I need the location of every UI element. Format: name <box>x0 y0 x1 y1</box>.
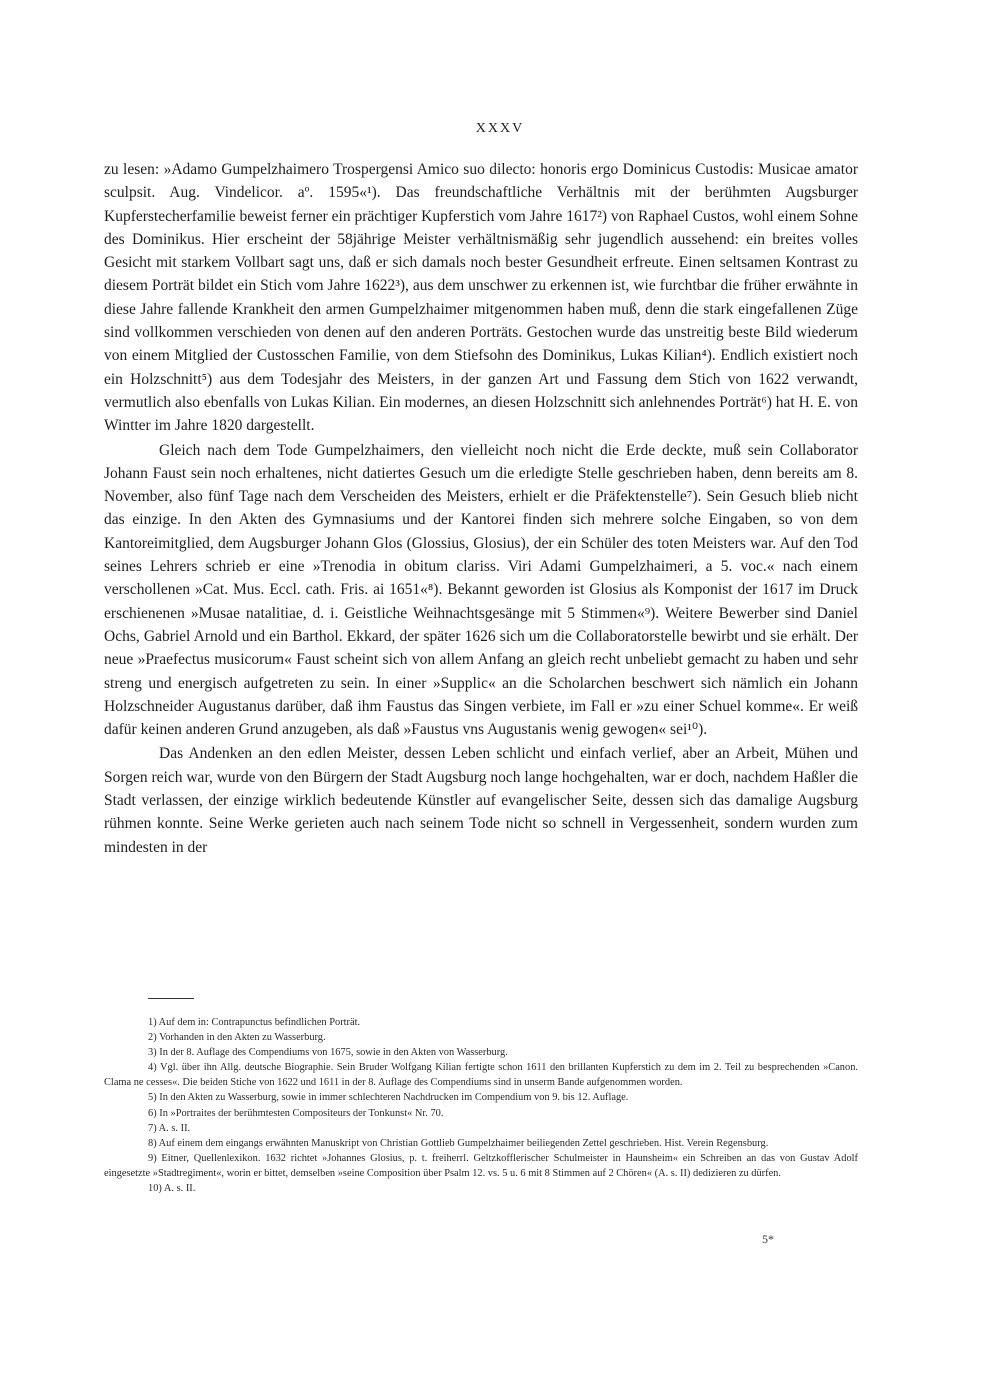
footnote: 7) A. s. II. <box>148 1122 191 1134</box>
signature-mark: 5* <box>762 1232 774 1246</box>
footnote: 8) Auf einem dem eingangs erwähnten Manuskript von Christian Gottlieb Gumpelzhaimer beiliegenden Zettel geschrieben. Hist. Verein Regensburg. <box>148 1137 769 1149</box>
footnote-separator <box>148 998 194 999</box>
footnote: 6) In »Portraites der berühmtesten Compositeurs der Tonkunst« Nr. 70. <box>148 1107 444 1119</box>
paragraph: Gleich nach dem Tode Gumpelzhaimers, den vielleicht noch nicht die Erde deckte, muß sein Collaborator Johann Faust sein noch erhaltenes, nicht datiertes Gesuch um die erledigte Stelle geschrieben haben, denn bereits am 8. November, also fünf Tage nach dem Verscheiden des Meisters, erhielt er die Präfektenstelle⁷). Sein Gesuch blieb nicht das einzige. In den Akten des Gymnasiums und der Kantorei finden sich mehrere solche Eingaben, so von dem Kantoreimitglied, dem Augsburger Johann Glos (Glossius, Glosius), der ein Schüler des toten Meisters war. Auf den Tod seines Lehrers schrieb er eine »Trenodia in obitum clariss. Viri Adami Gumpelzhaimeri, a 5. voc.« nach einem verschollenen »Cat. Mus. Eccl. cath. Fris. ai 1651«⁸). Bekannt geworden ist Glosius als Komponist der 1617 im Druck erschienenen »Musae natalitiae, d. i. Geistliche Weihnachtsgesänge mit 5 Stimmen«⁹). Weitere Bewerber sind Daniel Ochs, Gabriel Arnold und ein Barthol. Ekkard, der später 1626 sich um die Collaboratorstelle bewirbt und sie erhält. Der neue »Praefectus musicorum« Faust scheint sich von allem Anfang an gleich recht unbeliebt gemacht zu haben und sehr streng und energisch aufgetreten zu sein. In einer »Supplic« an die Scholarchen beschwert sich nämlich ein Johann Holzschneider Augustanus darüber, daß ihm Faustus das Singen verbiete, im Fall er »zu einer Schuel komme«. Er weiß dafür keinen anderen Grund anzugeben, als daß »Faustus vns Augustanis wenig gewogen« sei¹⁰). <box>104 441 858 739</box>
footnote: 5) In den Akten zu Wasserburg, sowie in immer schlechteren Nachdrucken im Compendium von 9. bis 12. Auflage. <box>148 1092 629 1104</box>
footnote: 2) Vorhanden in den Akten zu Wasserburg. <box>148 1032 326 1044</box>
paragraph: zu lesen: »Adamo Gumpelzhaimero Trospergensi Amico suo dilecto: honoris ergo Dominicus Custodis: Musicae amator sculpsit. Aug. Vindelicor. aº. 1595«¹). Das freundschaftliche Verhältnis mit der berühmten Augsburger Kupferstecherfamilie beweist ferner ein prächtiger Kupferstich vom Jahre 1617²) von Raphael Custos, wohl einem Sohne des Dominikus. Hier erscheint der 58jährige Meister verhältnismäßig sehr jugendlich aussehend: ein breites volles Gesicht mit starkem Vollbart sagt uns, daß er sich damals noch bester Gesundheit erfreute. Einen seltsamen Kontrast zu diesem Porträt bildet ein Stich vom Jahre 1622³), aus dem unschwer zu erkennen ist, wie furchtbar die früher erwähnte in diese Jahre fallende Krankheit den armen Gumpelzhaimer mitgenommen haben muß, denn die stark eingefallenen Züge sind vollkommen verschieden von denen auf den anderen Porträts. Gestochen wurde das unstreitig beste Bild wiederum von einem Mitglied der Custosschen Familie, von dem Stiefsohn des Dominikus, Lukas Kilian⁴). Endlich existiert noch ein Holzschnitt⁵) aus dem Todesjahr des Meisters, in der ganzen Art und Fassung dem Stich von 1622 verwandt, vermutlich also ebenfalls von Lukas Kilian. Ein modernes, an diesen Holzschnitt sich anlehnendes Porträt⁶) hat H. E. von Wintter im Jahre 1820 dargestellt. <box>104 161 859 435</box>
page-number: XXXV <box>475 121 525 136</box>
footnote: 1) Auf dem in: Contrapunctus befindlichen Porträt. <box>148 1017 361 1028</box>
footnote: 3) In der 8. Auflage des Compendiums von 1675, sowie in den Akten von Wasserburg. <box>148 1047 508 1059</box>
body-text <box>104 158 858 859</box>
footnote: 4) Vgl. über ihn Allg. deutsche Biographie. Sein Bruder Wolfgang Kilian fertigte schon 1611 den brillanten Kupferstich zu dem im 2. Teil zu besprechenden »Canon. Clama ne cesses«. Die beiden Stiche von 1622 und 1611 in der 8. Auflage des Compendiums sind in unserm Bande aufgenommen worden. <box>104 1062 858 1089</box>
footnotes <box>104 1015 858 1196</box>
footnote: 9) Eitner, Quellenlexikon. 1632 richtet »Johannes Glosius, p. t. freiherrl. Geltzkofflerischer Schulmeister in Haunsheim« ein Schreiben an das von Gustav Adolf eingesetzte »Stadtregiment«, worin er bittet, demselben »seine Composition über Psalm 12. vs. 5 u. 6 mit 8 Stimmen auf 2 Chören« (A. s. II) dedizieren zu dürfen. <box>104 1152 858 1179</box>
paragraph: Das Andenken an den edlen Meister, dessen Leben schlicht und einfach verlief, aber an Arbeit, Mühen und Sorgen reich war, wurde von den Bürgern der Stadt Augsburg noch lange hochgehalten, war er doch, nachdem Haßler die Stadt verlassen, der einzige wirklich bedeutende Künstler auf evangelischer Seite, dessen sich das damalige Augsburg rühmen konnte. Seine Werke gerieten auch nach seinem Tode nicht so schnell in Vergessenheit, sondern wurden zum mindesten in der <box>104 745 858 856</box>
footnote: 10) A. s. II. <box>148 1183 196 1195</box>
